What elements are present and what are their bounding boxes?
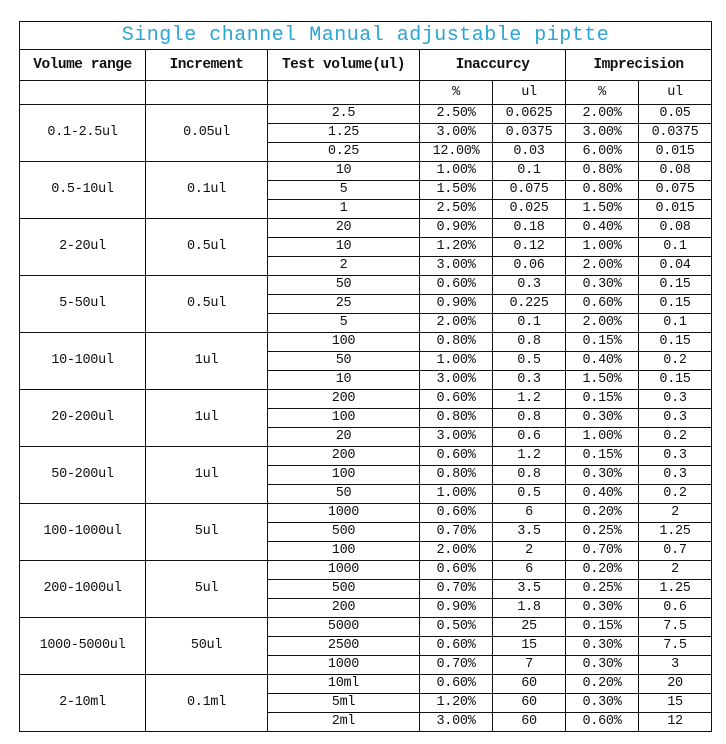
imprecision-ul-cell: 1.25 xyxy=(639,580,712,599)
imprecision-ul-cell: 3 xyxy=(639,656,712,675)
test-volume-cell: 50 xyxy=(268,276,420,295)
imprecision-pct-cell: 6.00% xyxy=(566,143,639,162)
inaccuracy-pct-cell: 0.80% xyxy=(420,333,493,352)
imprecision-ul-cell: 0.1 xyxy=(639,314,712,333)
imprecision-ul-cell: 7.5 xyxy=(639,618,712,637)
imprecision-ul-cell: 0.3 xyxy=(639,466,712,485)
test-volume-cell: 200 xyxy=(268,390,420,409)
increment-cell: 0.5ul xyxy=(146,219,268,276)
test-volume-cell: 50 xyxy=(268,485,420,504)
imprecision-ul-cell: 0.015 xyxy=(639,143,712,162)
imprecision-ul-cell: 0.3 xyxy=(639,409,712,428)
inaccuracy-ul-cell: 1.2 xyxy=(493,390,566,409)
test-volume-cell: 25 xyxy=(268,295,420,314)
increment-cell: 0.05ul xyxy=(146,105,268,162)
imprecision-ul-cell: 0.15 xyxy=(639,371,712,390)
table-row xyxy=(20,390,712,409)
test-volume-cell: 10 xyxy=(268,238,420,257)
test-volume-cell: 10ml xyxy=(268,675,420,694)
subheader-empty xyxy=(20,81,146,105)
table-row xyxy=(20,162,712,181)
imprecision-ul-cell: 0.015 xyxy=(639,200,712,219)
imprecision-ul-cell: 0.2 xyxy=(639,352,712,371)
inaccuracy-ul-cell: 6 xyxy=(493,504,566,523)
imprecision-pct-cell: 0.30% xyxy=(566,694,639,713)
volume-range-cell: 0.1-2.5ul xyxy=(20,105,146,162)
header-increment: Increment xyxy=(146,50,268,81)
table-row xyxy=(20,333,712,352)
test-volume-cell: 5ml xyxy=(268,694,420,713)
imprecision-pct-cell: 0.25% xyxy=(566,523,639,542)
inaccuracy-ul-cell: 0.025 xyxy=(493,200,566,219)
table-row xyxy=(20,561,712,580)
test-volume-cell: 1000 xyxy=(268,656,420,675)
test-volume-cell: 1000 xyxy=(268,504,420,523)
inaccuracy-ul-cell: 0.03 xyxy=(493,143,566,162)
imprecision-ul-cell: 0.1 xyxy=(639,238,712,257)
test-volume-cell: 20 xyxy=(268,428,420,447)
imprecision-pct-cell: 0.30% xyxy=(566,637,639,656)
imprecision-ul-cell: 0.2 xyxy=(639,428,712,447)
imprecision-pct-cell: 0.80% xyxy=(566,162,639,181)
imprecision-ul-cell: 0.15 xyxy=(639,295,712,314)
inaccuracy-ul-cell: 0.5 xyxy=(493,352,566,371)
inaccuracy-ul-cell: 0.3 xyxy=(493,371,566,390)
header-volume-range: Volume range xyxy=(20,50,146,81)
test-volume-cell: 2500 xyxy=(268,637,420,656)
inaccuracy-ul-cell: 0.8 xyxy=(493,466,566,485)
imprecision-ul-cell: 20 xyxy=(639,675,712,694)
increment-cell: 5ul xyxy=(146,561,268,618)
imprecision-pct-cell: 0.25% xyxy=(566,580,639,599)
imprecision-ul-cell: 0.05 xyxy=(639,105,712,124)
increment-cell: 50ul xyxy=(146,618,268,675)
imprecision-ul-cell: 0.6 xyxy=(639,599,712,618)
inaccuracy-ul-cell: 0.06 xyxy=(493,257,566,276)
increment-cell: 1ul xyxy=(146,390,268,447)
header-inaccuracy: Inaccurcy xyxy=(420,50,566,81)
volume-range-cell: 50-200ul xyxy=(20,447,146,504)
table-row xyxy=(20,105,712,124)
inaccuracy-pct-cell: 2.00% xyxy=(420,542,493,561)
volume-range-cell: 100-1000ul xyxy=(20,504,146,561)
test-volume-cell: 100 xyxy=(268,409,420,428)
inaccuracy-ul-cell: 0.075 xyxy=(493,181,566,200)
pipette-spec-table xyxy=(19,21,712,732)
volume-range-cell: 1000-5000ul xyxy=(20,618,146,675)
test-volume-cell: 200 xyxy=(268,599,420,618)
inaccuracy-pct-cell: 0.60% xyxy=(420,675,493,694)
inaccuracy-ul-cell: 0.8 xyxy=(493,333,566,352)
inaccuracy-pct-cell: 3.00% xyxy=(420,371,493,390)
imprecision-ul-cell: 0.3 xyxy=(639,447,712,466)
test-volume-cell: 100 xyxy=(268,333,420,352)
imprecision-ul-cell: 0.15 xyxy=(639,276,712,295)
inaccuracy-pct-cell: 0.50% xyxy=(420,618,493,637)
inaccuracy-pct-cell: 3.00% xyxy=(420,428,493,447)
inaccuracy-pct-cell: 2.50% xyxy=(420,105,493,124)
inaccuracy-pct-cell: 2.00% xyxy=(420,314,493,333)
test-volume-cell: 2 xyxy=(268,257,420,276)
inaccuracy-pct-cell: 0.70% xyxy=(420,656,493,675)
increment-cell: 1ul xyxy=(146,333,268,390)
inaccuracy-ul-cell: 0.12 xyxy=(493,238,566,257)
test-volume-cell: 1.25 xyxy=(268,124,420,143)
increment-cell: 1ul xyxy=(146,447,268,504)
inaccuracy-ul-cell: 0.3 xyxy=(493,276,566,295)
imprecision-ul-cell: 0.7 xyxy=(639,542,712,561)
imprecision-pct-cell: 1.50% xyxy=(566,200,639,219)
table-row xyxy=(20,618,712,637)
test-volume-cell: 20 xyxy=(268,219,420,238)
inaccuracy-ul-cell: 0.8 xyxy=(493,409,566,428)
test-volume-cell: 5000 xyxy=(268,618,420,637)
inaccuracy-pct-cell: 0.90% xyxy=(420,599,493,618)
inaccuracy-pct-cell: 3.00% xyxy=(420,713,493,732)
test-volume-cell: 5 xyxy=(268,314,420,333)
inaccuracy-ul-cell: 0.1 xyxy=(493,162,566,181)
inaccuracy-pct-cell: 0.60% xyxy=(420,390,493,409)
imprecision-pct-cell: 0.15% xyxy=(566,333,639,352)
imprecision-ul-cell: 15 xyxy=(639,694,712,713)
inaccuracy-ul-cell: 0.225 xyxy=(493,295,566,314)
imprecision-pct-cell: 0.15% xyxy=(566,447,639,466)
imprecision-ul-cell: 0.2 xyxy=(639,485,712,504)
imprecision-pct-cell: 0.60% xyxy=(566,295,639,314)
test-volume-cell: 1000 xyxy=(268,561,420,580)
table-title: Single channel Manual adjustable piptte xyxy=(20,22,712,50)
table-row xyxy=(20,675,712,694)
imprecision-ul-cell: 0.15 xyxy=(639,333,712,352)
test-volume-cell: 200 xyxy=(268,447,420,466)
test-volume-cell: 2.5 xyxy=(268,105,420,124)
volume-range-cell: 10-100ul xyxy=(20,333,146,390)
increment-cell: 0.1ul xyxy=(146,162,268,219)
inaccuracy-ul-cell: 3.5 xyxy=(493,523,566,542)
inaccuracy-ul-cell: 0.6 xyxy=(493,428,566,447)
imprecision-ul-cell: 0.075 xyxy=(639,181,712,200)
inaccuracy-pct-cell: 1.00% xyxy=(420,352,493,371)
test-volume-cell: 10 xyxy=(268,371,420,390)
increment-cell: 0.1ml xyxy=(146,675,268,732)
volume-range-cell: 2-20ul xyxy=(20,219,146,276)
imprecision-pct-cell: 2.00% xyxy=(566,314,639,333)
imprecision-ul-cell: 7.5 xyxy=(639,637,712,656)
imprecision-pct-cell: 0.30% xyxy=(566,656,639,675)
inaccuracy-ul-cell: 0.0625 xyxy=(493,105,566,124)
inaccuracy-pct-cell: 0.60% xyxy=(420,561,493,580)
inaccuracy-ul-cell: 0.18 xyxy=(493,219,566,238)
imprecision-pct-cell: 2.00% xyxy=(566,105,639,124)
imprecision-pct-cell: 0.40% xyxy=(566,219,639,238)
imprecision-pct-cell: 0.20% xyxy=(566,561,639,580)
test-volume-cell: 50 xyxy=(268,352,420,371)
subheader-empty xyxy=(268,81,420,105)
test-volume-cell: 10 xyxy=(268,162,420,181)
imprecision-ul-cell: 0.3 xyxy=(639,390,712,409)
inaccuracy-ul-cell: 60 xyxy=(493,675,566,694)
inaccuracy-pct-cell: 1.50% xyxy=(420,181,493,200)
inaccuracy-pct-cell: 1.00% xyxy=(420,485,493,504)
table-row xyxy=(20,504,712,523)
volume-range-cell: 5-50ul xyxy=(20,276,146,333)
imprecision-ul-cell: 1.25 xyxy=(639,523,712,542)
test-volume-cell: 1 xyxy=(268,200,420,219)
inaccuracy-ul-cell: 1.8 xyxy=(493,599,566,618)
increment-cell: 0.5ul xyxy=(146,276,268,333)
inaccuracy-pct-cell: 3.00% xyxy=(420,257,493,276)
imprecision-pct-cell: 0.30% xyxy=(566,409,639,428)
inaccuracy-pct-cell: 0.60% xyxy=(420,276,493,295)
inaccuracy-pct-cell: 3.00% xyxy=(420,124,493,143)
imprecision-pct-cell: 0.20% xyxy=(566,675,639,694)
inaccuracy-pct-cell: 1.20% xyxy=(420,238,493,257)
imprecision-pct-cell: 0.30% xyxy=(566,276,639,295)
imprecision-pct-cell: 0.80% xyxy=(566,181,639,200)
inaccuracy-pct-cell: 1.00% xyxy=(420,162,493,181)
imprecision-pct-cell: 0.20% xyxy=(566,504,639,523)
volume-range-cell: 200-1000ul xyxy=(20,561,146,618)
inaccuracy-pct-cell: 1.20% xyxy=(420,694,493,713)
subheader-imp-pct: % xyxy=(566,81,639,105)
imprecision-pct-cell: 1.50% xyxy=(566,371,639,390)
inaccuracy-pct-cell: 0.60% xyxy=(420,447,493,466)
inaccuracy-pct-cell: 0.80% xyxy=(420,409,493,428)
table-row xyxy=(20,219,712,238)
imprecision-pct-cell: 0.30% xyxy=(566,466,639,485)
inaccuracy-ul-cell: 1.2 xyxy=(493,447,566,466)
inaccuracy-ul-cell: 60 xyxy=(493,694,566,713)
imprecision-ul-cell: 0.08 xyxy=(639,162,712,181)
inaccuracy-ul-cell: 6 xyxy=(493,561,566,580)
header-test-volume: Test volume(ul) xyxy=(268,50,420,81)
inaccuracy-pct-cell: 0.80% xyxy=(420,466,493,485)
imprecision-pct-cell: 2.00% xyxy=(566,257,639,276)
inaccuracy-pct-cell: 0.90% xyxy=(420,295,493,314)
test-volume-cell: 100 xyxy=(268,542,420,561)
imprecision-ul-cell: 2 xyxy=(639,504,712,523)
volume-range-cell: 0.5-10ul xyxy=(20,162,146,219)
volume-range-cell: 20-200ul xyxy=(20,390,146,447)
imprecision-pct-cell: 0.40% xyxy=(566,352,639,371)
subheader-inacc-ul: ul xyxy=(493,81,566,105)
inaccuracy-pct-cell: 0.70% xyxy=(420,523,493,542)
inaccuracy-ul-cell: 2 xyxy=(493,542,566,561)
test-volume-cell: 500 xyxy=(268,580,420,599)
inaccuracy-pct-cell: 0.70% xyxy=(420,580,493,599)
imprecision-pct-cell: 1.00% xyxy=(566,238,639,257)
inaccuracy-ul-cell: 0.1 xyxy=(493,314,566,333)
test-volume-cell: 2ml xyxy=(268,713,420,732)
increment-cell: 5ul xyxy=(146,504,268,561)
imprecision-ul-cell: 12 xyxy=(639,713,712,732)
inaccuracy-pct-cell: 2.50% xyxy=(420,200,493,219)
inaccuracy-ul-cell: 3.5 xyxy=(493,580,566,599)
inaccuracy-pct-cell: 0.60% xyxy=(420,637,493,656)
imprecision-ul-cell: 0.0375 xyxy=(639,124,712,143)
inaccuracy-pct-cell: 0.90% xyxy=(420,219,493,238)
inaccuracy-pct-cell: 0.60% xyxy=(420,504,493,523)
imprecision-ul-cell: 2 xyxy=(639,561,712,580)
test-volume-cell: 5 xyxy=(268,181,420,200)
inaccuracy-ul-cell: 15 xyxy=(493,637,566,656)
inaccuracy-ul-cell: 0.0375 xyxy=(493,124,566,143)
subheader-inacc-pct: % xyxy=(420,81,493,105)
test-volume-cell: 100 xyxy=(268,466,420,485)
imprecision-pct-cell: 0.30% xyxy=(566,599,639,618)
subheader-imp-ul: ul xyxy=(639,81,712,105)
inaccuracy-ul-cell: 0.5 xyxy=(493,485,566,504)
imprecision-pct-cell: 0.60% xyxy=(566,713,639,732)
subheader-empty xyxy=(146,81,268,105)
inaccuracy-ul-cell: 7 xyxy=(493,656,566,675)
imprecision-ul-cell: 0.04 xyxy=(639,257,712,276)
imprecision-pct-cell: 1.00% xyxy=(566,428,639,447)
inaccuracy-pct-cell: 12.00% xyxy=(420,143,493,162)
inaccuracy-ul-cell: 25 xyxy=(493,618,566,637)
table-row xyxy=(20,276,712,295)
imprecision-ul-cell: 0.08 xyxy=(639,219,712,238)
volume-range-cell: 2-10ml xyxy=(20,675,146,732)
test-volume-cell: 500 xyxy=(268,523,420,542)
imprecision-pct-cell: 0.70% xyxy=(566,542,639,561)
header-imprecision: Imprecision xyxy=(566,50,712,81)
imprecision-pct-cell: 3.00% xyxy=(566,124,639,143)
test-volume-cell: 0.25 xyxy=(268,143,420,162)
table-row xyxy=(20,447,712,466)
imprecision-pct-cell: 0.15% xyxy=(566,390,639,409)
imprecision-pct-cell: 0.40% xyxy=(566,485,639,504)
inaccuracy-ul-cell: 60 xyxy=(493,713,566,732)
imprecision-pct-cell: 0.15% xyxy=(566,618,639,637)
